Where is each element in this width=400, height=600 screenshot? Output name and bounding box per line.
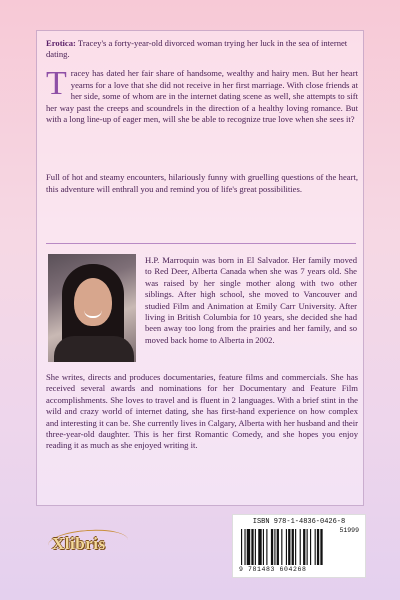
publisher-logo: Xlibris (52, 534, 106, 553)
author-photo-body (54, 336, 134, 362)
price-code: 51999 (339, 527, 359, 534)
barcode-icon (241, 529, 359, 565)
barcode-box (232, 514, 366, 578)
author-photo (48, 254, 136, 362)
author-bio-continued: She writes, directs and produces documentaries, feature films and commercials. She has received several awards and nominations for her Documentary and Feature Film accomplishments. She loves to travel and is fluent in 2 languages. With a brief stint in the wild and crazy world of internet dating, she has first-hand experience on how complex and interesting it can be. She currently lives in Calgary, Alberta with her husband and their three-year-old daughter. This is her first Romantic Comedy, and she hopes you enjoy reading it as much as she enjoyed writing it. (46, 372, 358, 451)
blurb-lead (46, 38, 358, 60)
drop-cap: T (46, 65, 67, 102)
genre-label: Erotica: (46, 38, 76, 48)
blurb-lead-text: Tracey's a forty-year-old divorced woman trying her luck in the sea of internet dating. (46, 38, 348, 59)
isbn-label: ISBN 978-1-4836-0426-8 (252, 518, 346, 526)
author-bio: H.P. Marroquin was born in El Salvador. Her family moved to Red Deer, Alberta Canada when she was 7 years old. She was raised by her single mother along with two other siblings. After high school, she moved to Vancouver and studied Film and Animation at Emily Carr University. After living in British Columbia for 10 years, she decided she had been away too long from the prairies and her family, and so moved back home to Alberta in 2002. (145, 255, 357, 345)
blurb-paragraph-1 (46, 65, 358, 126)
blurb-paragraph-2: Full of hot and steamy encounters, hilariously funny with gruelling questions of the heart, this adventure will enthrall you and remind you of life's great possibilities. (46, 172, 358, 194)
section-divider (46, 243, 356, 244)
author-photo-face (74, 278, 112, 326)
barcode-digits: 9 781483 604268 (239, 566, 307, 573)
blurb-paragraph-1-text: racey has dated her fair share of handsome, wealthy and hairy men. But her heart yearns for a love that she did not receive in her first marriage. With close friends at her side, some of whom are in the internet dating scene as well, she attempts to sift her way past the creeps and scoundrels in the direction of a healthy loving romance. But with a long line-up of eager men, will she be able to recognize true love when she sees it? (46, 68, 358, 124)
